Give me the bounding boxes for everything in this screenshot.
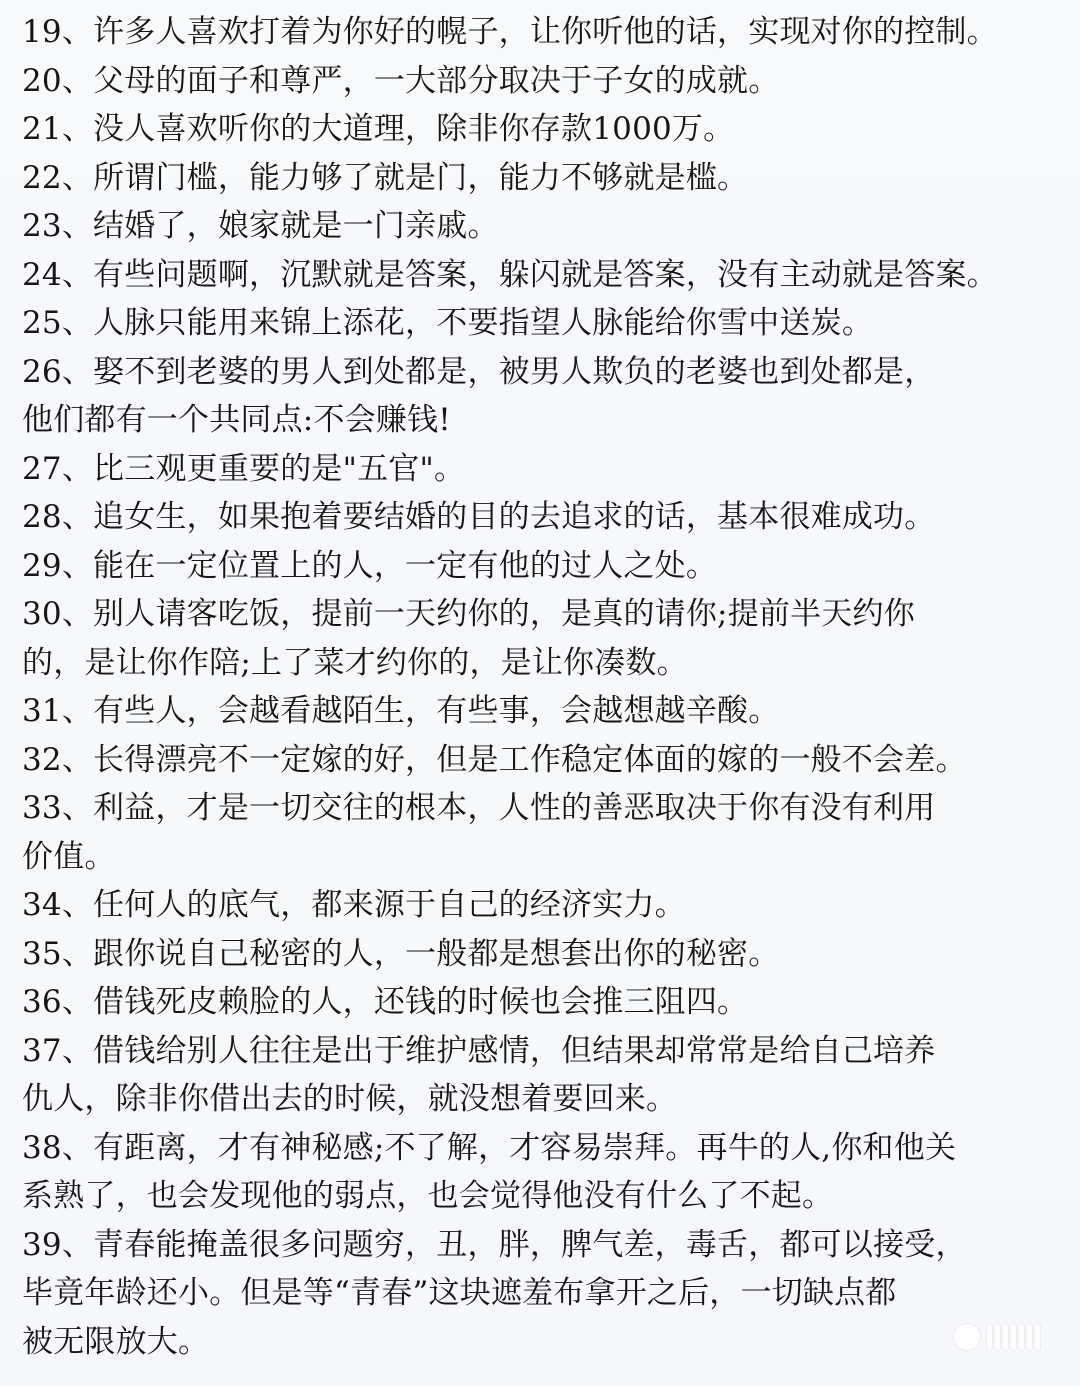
watermark-bar (1003, 1324, 1008, 1350)
list-item-28: 28、追女生，如果抱着要结婚的目的去追求的话，基本很难成功。 (22, 499, 936, 535)
watermark-bar (1019, 1324, 1024, 1350)
watermark-bar (1035, 1324, 1040, 1350)
watermark-bar (1027, 1324, 1032, 1350)
list-item-25: 25、人脉只能用来锦上添花，不要指望人脉能给你雪中送炭。 (22, 305, 874, 341)
list-item-22: 22、所谓门槛，能力够了就是门，能力不够就是槛。 (22, 159, 749, 196)
watermark-logo (880, 1320, 1040, 1354)
list-item-30: 30、别人请客吃饭，提前一天约你的，是真的请你;提前半天约你 的，是让你作陪;上了菜才约你的，是让你凑数。 (22, 596, 915, 681)
watermark-bar (995, 1324, 1000, 1350)
list-item-24: 24、有些问题啊，沉默就是答案，躲闪就是答案，没有主动就是答案。 (22, 256, 998, 293)
list-item-32: 32、长得漂亮不一定嫁的好，但是工作稳定体面的嫁的一般不会差。 (22, 741, 967, 778)
list-item-21: 21、没人喜欢听你的大道理，除非你存款1000万。 (22, 111, 735, 147)
list-item-33: 33、利益，才是一切交往的根本，人性的善恶取决于你有没有利用 价值。 (22, 790, 936, 875)
watermark-bar (987, 1324, 992, 1350)
watermark-bar (1011, 1324, 1016, 1350)
list-item-34: 34、任何人的底气，都来源于自己的经济实力。 (22, 887, 686, 923)
list-item-20: 20、父母的面子和尊严，一大部分取决于子女的成就。 (22, 62, 780, 99)
list-item-35: 35、跟你说自己秘密的人，一般都是想套出你的秘密。 (22, 935, 780, 972)
list-item-19: 19、许多人喜欢打着为你好的幌子，让你听他的话，实现对你的控制。 (22, 14, 998, 50)
list-item-27: 27、比三观更重要的是"五官"。 (22, 450, 466, 487)
list-item-26: 26、娶不到老婆的男人到处都是，被男人欺负的老婆也到处都是， 他们都有一个共同点:不会赚钱! (22, 353, 936, 438)
list-item-37: 37、借钱给别人往往是出于维护感情，但结果却常常是给自己培养 仇人，除非你借出去的时候，就没想着要回来。 (22, 1032, 936, 1117)
list-item-39: 39、青春能掩盖很多问题穷，丑，胖，脾气差，毒舌，都可以接受， 毕竟年龄还小。但是等“青春”这块遮羞布拿开之后，一切缺点都 被无限放大。 (22, 1226, 967, 1360)
list-item-38: 38、有距离，才有神秘感;不了解，才容易崇拜。再牛的人,你和他关 系熟了，也会发现他的弱点，也会觉得他没有什么了不起。 (22, 1129, 957, 1214)
list-item-36: 36、借钱死皮赖脸的人，还钱的时候也会推三阻四。 (22, 984, 749, 1020)
list-item-31: 31、有些人，会越看越陌生，有些事，会越想越辛酸。 (22, 693, 780, 729)
watermark-circle (954, 1324, 980, 1350)
list-item-23: 23、结婚了，娘家就是一门亲戚。 (22, 208, 499, 244)
list-item-29: 29、能在一定位置上的人，一定有他的过人之处。 (22, 547, 718, 584)
